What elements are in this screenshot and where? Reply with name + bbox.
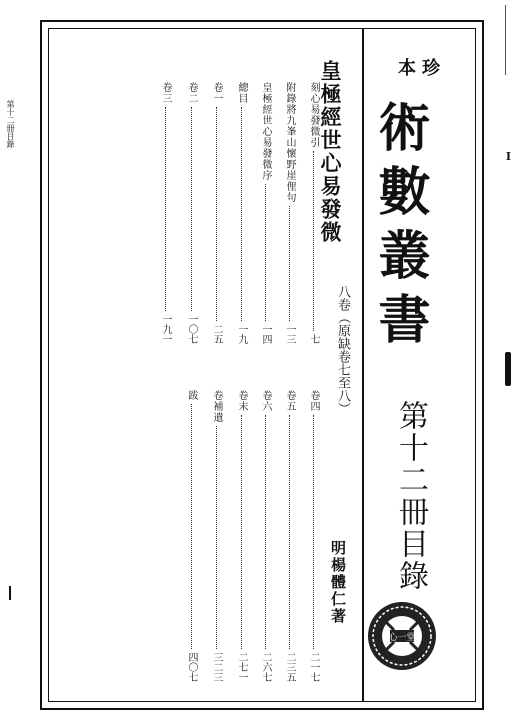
toc-entry-page: 二三五 [284,652,295,682]
toc-entry[interactable] [209,390,224,682]
toc-entry-page: 二七一 [236,652,247,682]
toc-entry-title: 總目 [236,82,247,104]
toc-entry[interactable] [158,82,173,344]
toc-entry[interactable] [258,82,273,344]
toc-leader [289,206,290,321]
book-title: 皇極經世心易發微 [318,60,343,244]
toc-entry-title: 卷五 [284,390,295,412]
toc-entry[interactable] [234,82,249,344]
toc-entry-title: 跋 [186,390,197,401]
toc-leader [191,404,192,649]
toc-entry-page: 三二三 [211,652,222,682]
toc-entry-title: 卷二 [186,82,197,104]
toc-leader [313,415,314,649]
toc-entry-title: 卷一 [211,82,222,104]
toc-entry-page: 一九一 [160,314,171,344]
toc-entry[interactable] [306,390,321,682]
toc-entry-page: 一九 [236,324,247,344]
toc-leader [216,426,217,649]
toc-entry-page: 四〇七 [186,652,197,682]
toc-entry-title: 附錄將九峯山懷野崖俚句 [284,82,295,203]
toc-leader [265,415,266,649]
toc-entry-title: 卷補遺 [211,390,222,423]
adjacent-page-edge [505,5,506,75]
toc-entry[interactable] [234,390,249,682]
series-title: 術數叢書 [369,100,430,356]
ink-blot [505,352,511,386]
toc-entry[interactable] [306,82,321,344]
series-prefix: 本珍 [398,58,446,79]
toc-leader [165,107,166,311]
toc-entry-title: 卷四 [308,390,319,412]
toc-leader [241,107,242,321]
toc-entry[interactable] [209,82,224,344]
toc-entry-page: 二一七 [308,652,319,682]
toc-leader [241,415,242,649]
author: 明楊體仁著 [329,540,347,625]
margin-volume-label: 第十二冊目錄 [6,100,15,148]
toc-leader [313,151,314,331]
toc-entry-page: 一三 [284,324,295,344]
toc-entry-page: 一〇七 [186,314,197,344]
toc-entry-title: 卷三 [160,82,171,104]
toc-entry[interactable] [184,82,199,344]
toc-entry-title: 刻心易發微引 [308,82,319,148]
toc-entry[interactable] [282,82,297,344]
toc-entry[interactable] [282,390,297,682]
toc-leader [289,415,290,649]
toc-entry-page: 一四 [260,324,271,344]
toc-entry[interactable] [184,390,199,682]
volume-label: 第十二冊目錄 [393,400,428,592]
title-divider [362,28,364,702]
volume-note: 八卷（原缺卷七至八） [335,285,350,415]
margin-dash [9,586,11,600]
toc-entry-title: 卷末 [236,390,247,412]
toc-leader [216,107,217,321]
toc-leader [265,184,266,321]
toc-leader [191,107,192,311]
publisher-seal-icon [366,600,438,672]
seal-text: 心一堂 [388,633,416,643]
toc-entry-page: 二六七 [260,652,271,682]
toc-entry-title: 皇極經世心易發微序 [260,82,271,181]
toc-entry[interactable] [258,390,273,682]
toc-entry-page: 七 [308,334,319,344]
toc-entry-title: 卷六 [260,390,271,412]
toc-entry-page: 二五 [211,324,222,344]
adjacent-page-mark: I [505,150,511,163]
